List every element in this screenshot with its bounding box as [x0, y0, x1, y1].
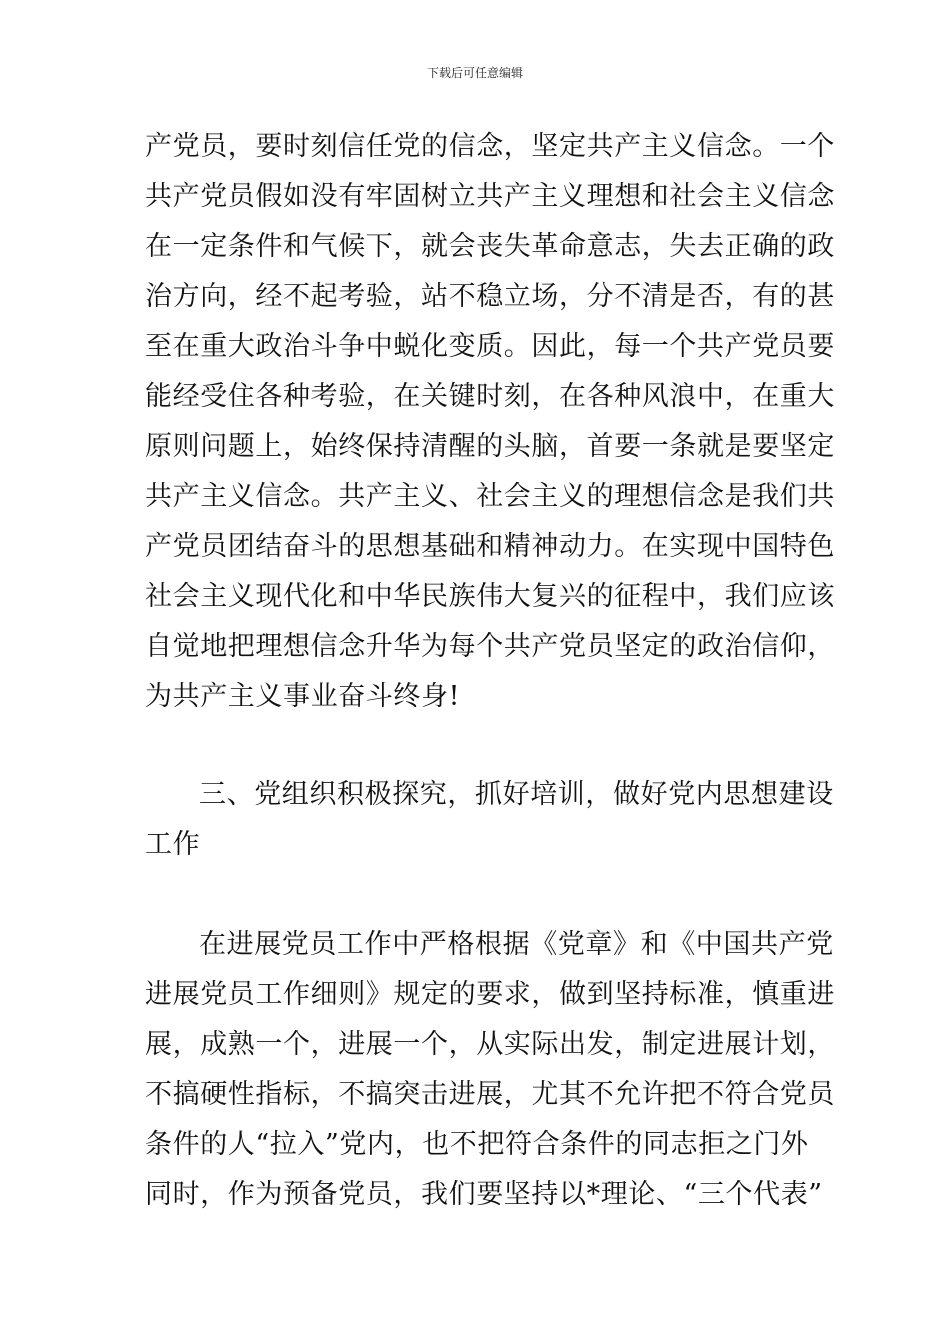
text-line: 能经受住各种考验，在关键时刻，在各种风浪中，在重大 [145, 381, 835, 412]
text-line: 产党员团结奋斗的思想基础和精神动力。在实现中国特色 [145, 531, 835, 562]
paragraph-belief [145, 122, 835, 722]
paragraph-member-development [145, 920, 835, 1220]
text-line: 在进展党员工作中严格根据《党章》和《中国共产党 [199, 929, 834, 960]
text-line: 治方向，经不起考验，站不稳立场，分不清是否，有的甚 [145, 281, 835, 312]
page-header: 下载后可任意编辑 [426, 66, 523, 80]
text-line: 不搞硬性指标，不搞突击进展，尤其不允许把不符合党员 [145, 1079, 835, 1110]
text-line: 同时，作为预备党员，我们要坚持以*理论、“三个代表” [145, 1179, 823, 1210]
text-line: 社会主义现代化和中华民族伟大复兴的征程中，我们应该 [145, 581, 835, 612]
text-line: 产党员，要时刻信任党的信念，坚定共产主义信念。一个 [145, 131, 835, 162]
heading-line: 工作 [145, 829, 201, 860]
text-line: 在一定条件和气候下，就会丧失革命意志，失去正确的政 [145, 231, 835, 262]
text-line: 展，成熟一个，进展一个，从实际出发，制定进展计划， [145, 1029, 835, 1060]
text-line: 至在重大政治斗争中蜕化变质。因此，每一个共产党员要 [145, 331, 835, 362]
heading-line: 三、党组织积极探究，抓好培训，做好党内思想建设 [199, 779, 834, 810]
text-line: 条件的人“拉入”党内，也不把符合条件的同志拒之门外 [145, 1129, 809, 1160]
text-line: 为共产主义事业奋斗终身! [145, 681, 461, 712]
text-line: 进展党员工作细则》规定的要求，做到坚持标准，慎重进 [145, 979, 835, 1010]
text-line: 共产党员假如没有牢固树立共产主义理想和社会主义信念 [145, 181, 835, 212]
section-heading-three [145, 770, 834, 870]
text-line: 原则问题上，始终保持清醒的头脑，首要一条就是要坚定 [145, 431, 835, 462]
text-line: 共产主义信念。共产主义、社会主义的理想信念是我们共 [145, 481, 835, 512]
text-line: 自觉地把理想信念升华为每个共产党员坚定的政治信仰， [145, 631, 835, 662]
